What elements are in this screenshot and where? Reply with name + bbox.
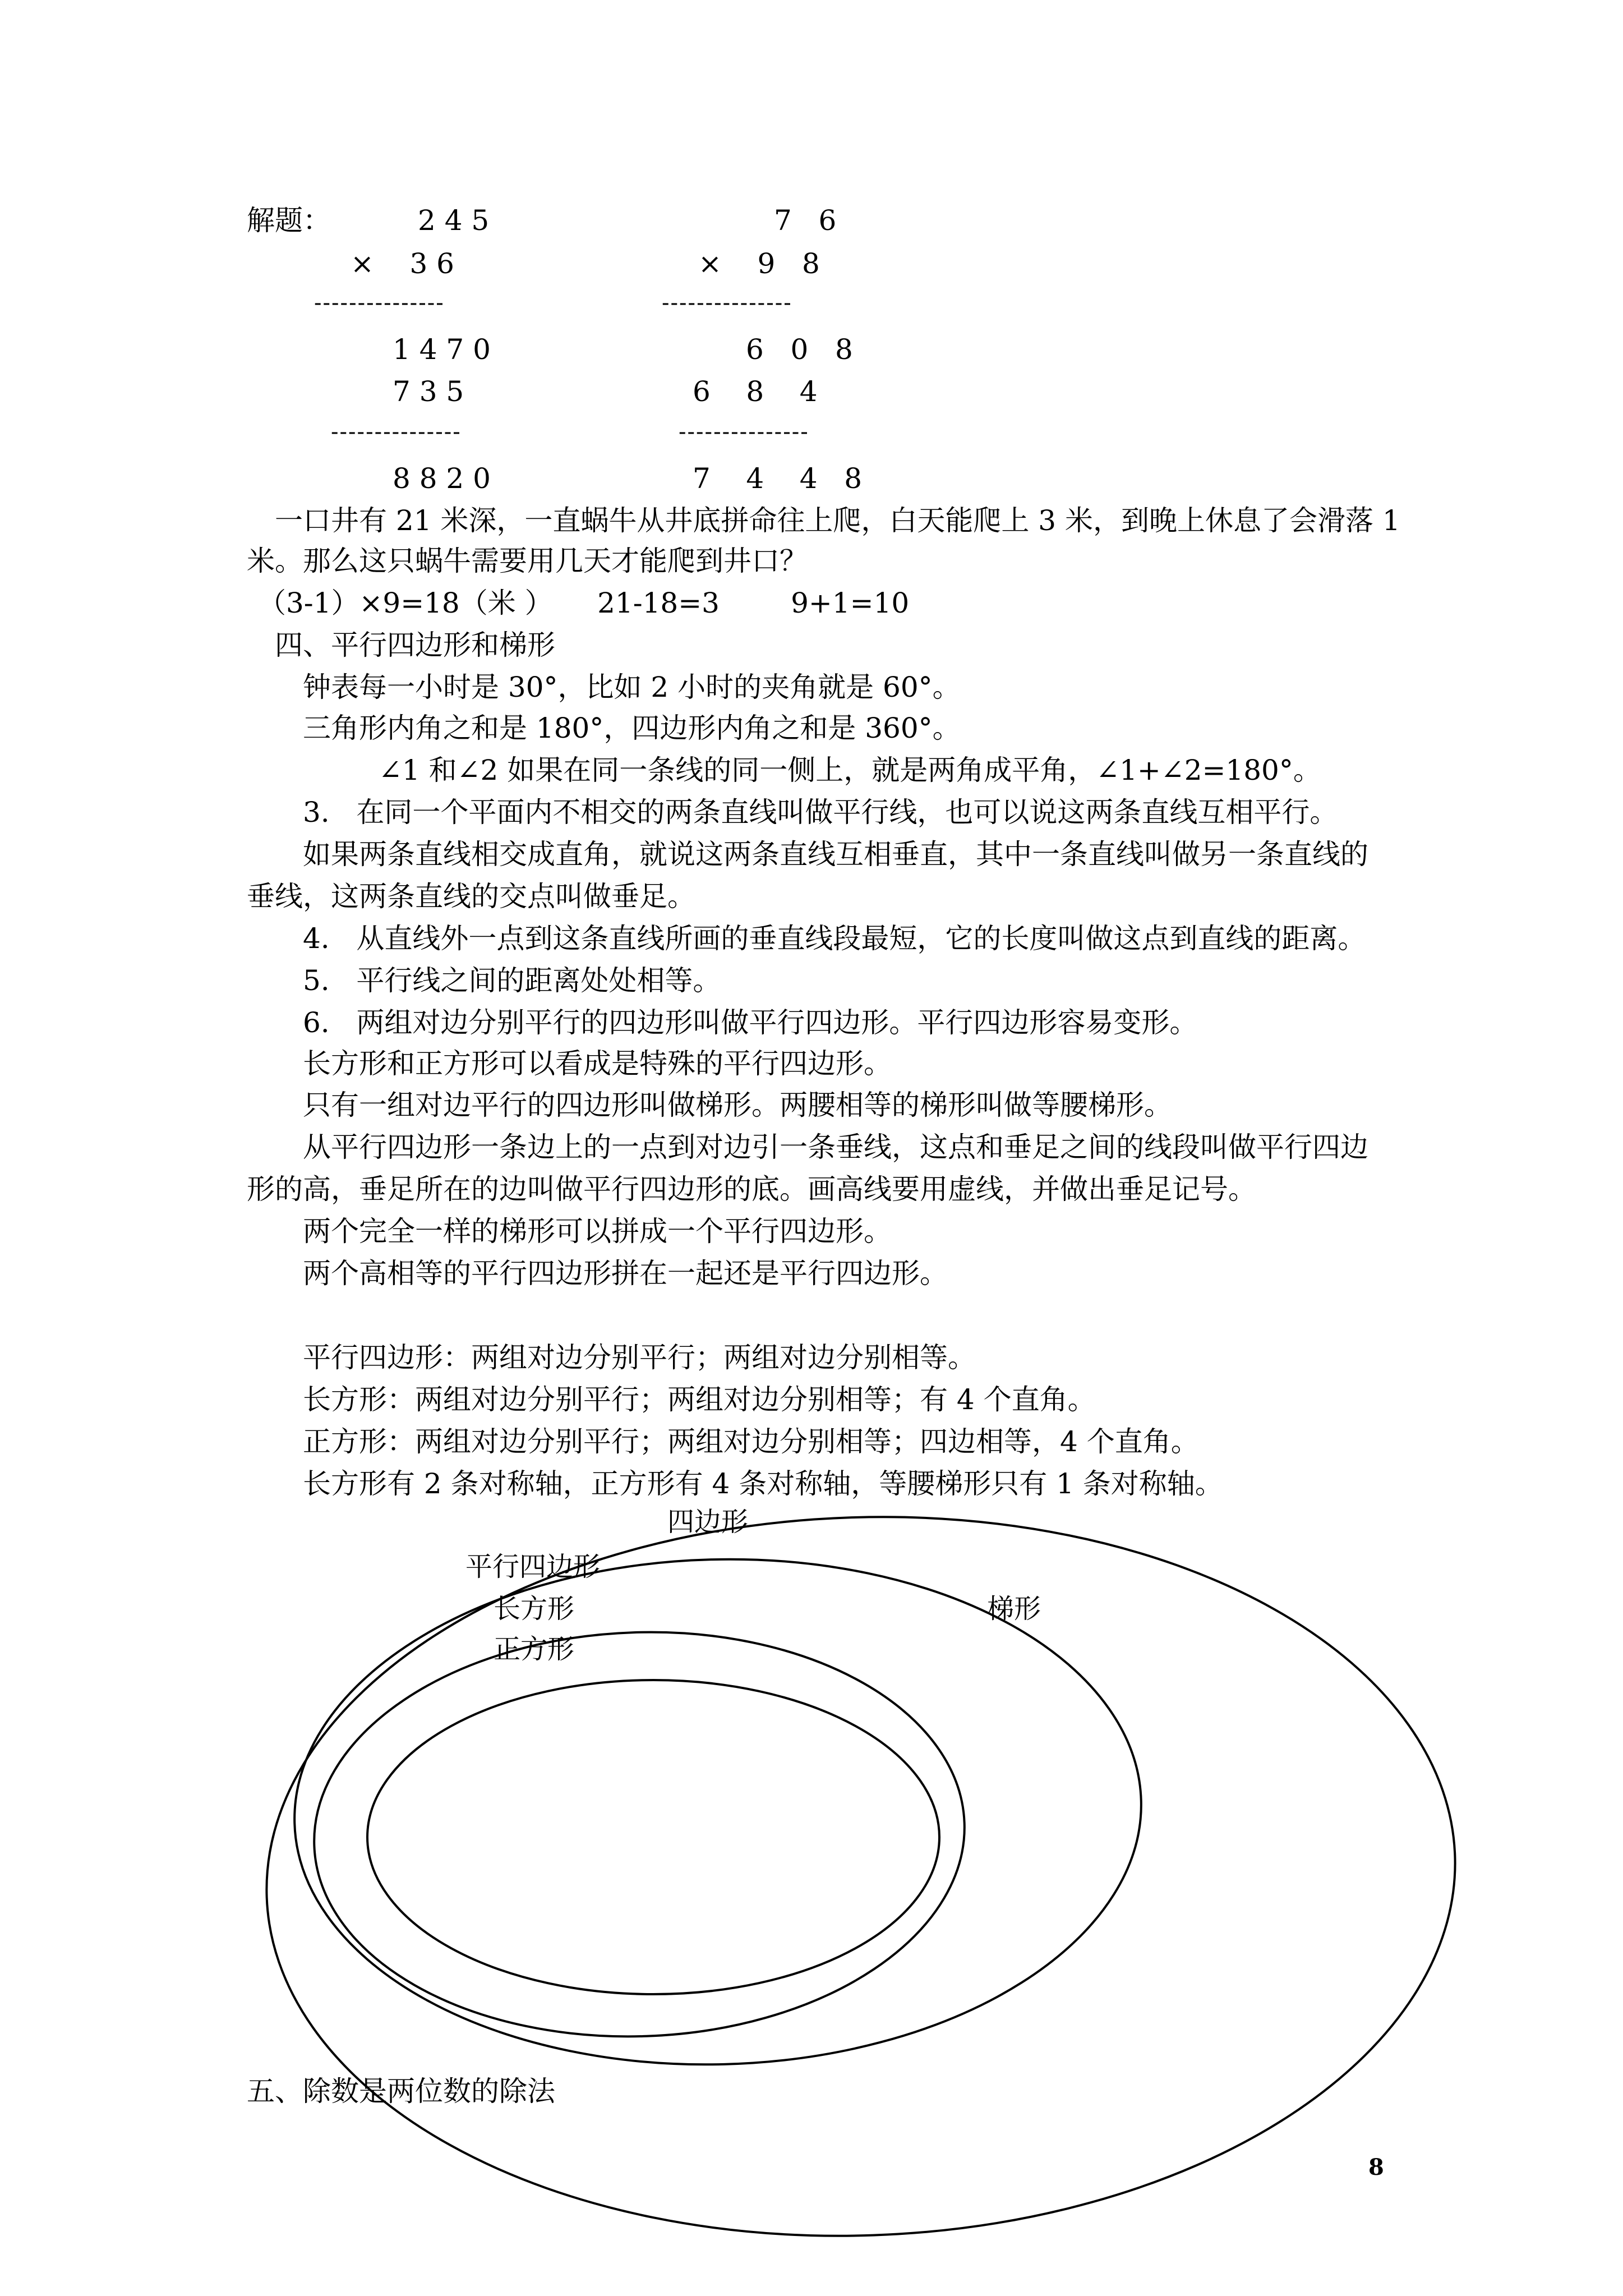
venn-label-quadrilateral: 四边形 [667, 1506, 749, 1538]
line-parallel: 3. 在同一个平面内不相交的两条直线叫做平行线，也可以说这两条直线互相平行。 [303, 796, 1338, 829]
snail-problem-line-2: 米。那么这只蜗牛需要用几天才能爬到井口？ [247, 545, 808, 577]
snail-answer: （3-1）×9=18（米 ） 21-18=3 9+1=10 [258, 587, 910, 619]
left-partial-2: 7 3 5 [393, 375, 464, 408]
right-partial-2: 6 8 4 [693, 375, 818, 408]
snail-problem-line-1: 一口井有 21 米深，一直蜗牛从井底拼命往上爬，白天能爬上 3 米，到晚上休息了会滑落 1 [275, 504, 1400, 537]
venn-label-rectangle: 长方形 [494, 1593, 575, 1625]
ellipse-square [367, 1680, 939, 1994]
ellipse-rectangle [307, 1621, 971, 2047]
line-height-1: 从平行四边形一条边上的一点到对边引一条垂线，这点和垂足之间的线段叫做平行四边 [303, 1131, 1368, 1163]
line-height-2: 形的高，垂足所在的边叫做平行四边形的底。画高线要用虚线，并做出垂足记号。 [247, 1173, 1256, 1205]
left-result: 8 8 2 0 [393, 462, 491, 495]
section-5-title: 五、除数是两位数的除法 [247, 2075, 555, 2108]
left-separator-1: --------------- [314, 290, 445, 316]
right-multiplicand: 7 6 [774, 204, 837, 237]
right-separator-2: --------------- [679, 419, 809, 445]
ellipse-quadrilateral [254, 1497, 1467, 2256]
right-partial-1: 6 0 8 [746, 333, 853, 366]
line-special-parallelogram: 长方形和正方形可以看成是特殊的平行四边形。 [303, 1047, 892, 1080]
page-number: 8 [1368, 2154, 1384, 2180]
line-parallelograms-combine: 两个高相等的平行四边形拼在一起还是平行四边形。 [303, 1257, 948, 1290]
right-multiplier: × 9 8 [698, 247, 820, 280]
prop-rectangle: 长方形：两组对边分别平行；两组对边分别相等；有 4 个直角。 [303, 1383, 1096, 1416]
left-separator-2: --------------- [331, 419, 462, 445]
line-trapezoid-def: 只有一组对边平行的四边形叫做梯形。两腰相等的梯形叫做等腰梯形。 [303, 1089, 1172, 1121]
venn-label-square: 正方形 [494, 1634, 575, 1665]
prop-square: 正方形：两组对边分别平行；两组对边分别相等；四边相等，4 个直角。 [303, 1425, 1199, 1458]
venn-label-trapezoid: 梯形 [987, 1593, 1041, 1625]
line-perpendicular-1: 如果两条直线相交成直角，就说这两条直线互相垂直，其中一条直线叫做另一条直线的 [303, 838, 1368, 871]
line-distance: 4. 从直线外一点到这条直线所画的垂直线段最短，它的长度叫做这点到直线的距离。 [303, 922, 1366, 955]
venn-label-parallelogram: 平行四边形 [465, 1551, 601, 1582]
prop-symmetry: 长方形有 2 条对称轴，正方形有 4 条对称轴，等腰梯形只有 1 条对称轴。 [303, 1467, 1223, 1500]
prop-parallelogram: 平行四边形：两组对边分别平行；两组对边分别相等。 [303, 1341, 976, 1374]
right-separator-1: --------------- [662, 290, 792, 316]
line-angle-sum: 三角形内角之和是 180°，四边形内角之和是 360°。 [303, 712, 961, 744]
ellipse-parallelogram [288, 1548, 1147, 2075]
line-trapezoids-combine: 两个完全一样的梯形可以拼成一个平行四边形。 [303, 1215, 892, 1248]
right-result: 7 4 4 8 [693, 462, 863, 495]
line-parallel-distance: 5. 平行线之间的距离处处相等。 [303, 964, 721, 997]
section-4-title: 四、平行四边形和梯形 [275, 629, 555, 661]
calc-label: 解题： [247, 204, 331, 237]
line-clock: 钟表每一小时是 30°，比如 2 小时的夹角就是 60°。 [303, 671, 961, 703]
left-partial-1: 1 4 7 0 [393, 333, 491, 366]
left-multiplier: × 3 6 [351, 247, 454, 280]
line-straight-angle: ∠1 和∠2 如果在同一条线的同一侧上，就是两角成平角，∠1+∠2=180°。 [379, 754, 1321, 786]
line-perpendicular-2: 垂线，这两条直线的交点叫做垂足。 [247, 880, 695, 913]
left-multiplicand: 2 4 5 [418, 204, 490, 237]
line-parallelogram-def: 6. 两组对边分别平行的四边形叫做平行四边形。平行四边形容易变形。 [303, 1006, 1198, 1039]
